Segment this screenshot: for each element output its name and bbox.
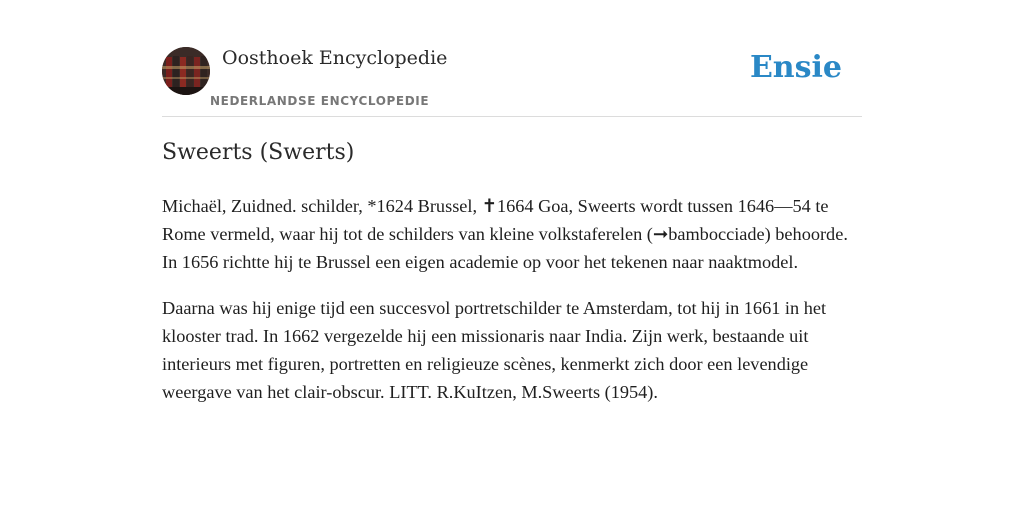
brand-logo-link[interactable]: Ensie [749,50,842,85]
publication-subtitle: NEDERLANDSE ENCYCLOPEDIE [210,94,430,108]
article-paragraph: Michaël, Zuidned. schilder, *1624 Brussel, ✝1664 Goa, Sweerts wordt tussen 1646—54 te Rome vermeld, waar hij tot de schilders van kleine volkstaferelen (➞bambocciade) behoorde. In 1656 richtte hij te Brussel een eigen academie op voor het tekenen naar naaktmodel. [162,196,848,272]
article-body [162,192,862,424]
publication-title[interactable]: Oosthoek Encyclopedie [222,47,448,69]
article-title: Sweerts (Swerts) [162,140,355,165]
site-header [162,46,862,117]
encyclopedia-books-icon[interactable] [162,47,210,95]
article-paragraph: Daarna was hij enige tijd een succesvol portretschilder te Amsterdam, tot hij in 1661 in het klooster trad. In 1662 vergezelde hij een missionaris naar India. Zijn werk, bestaande uit interieurs met figuren, portretten en religieuze scènes, kenmerkt zich door een levendige weergave van het clair-obscur. LITT. R.KuItzen, M.Sweerts (1954). [162,298,827,402]
